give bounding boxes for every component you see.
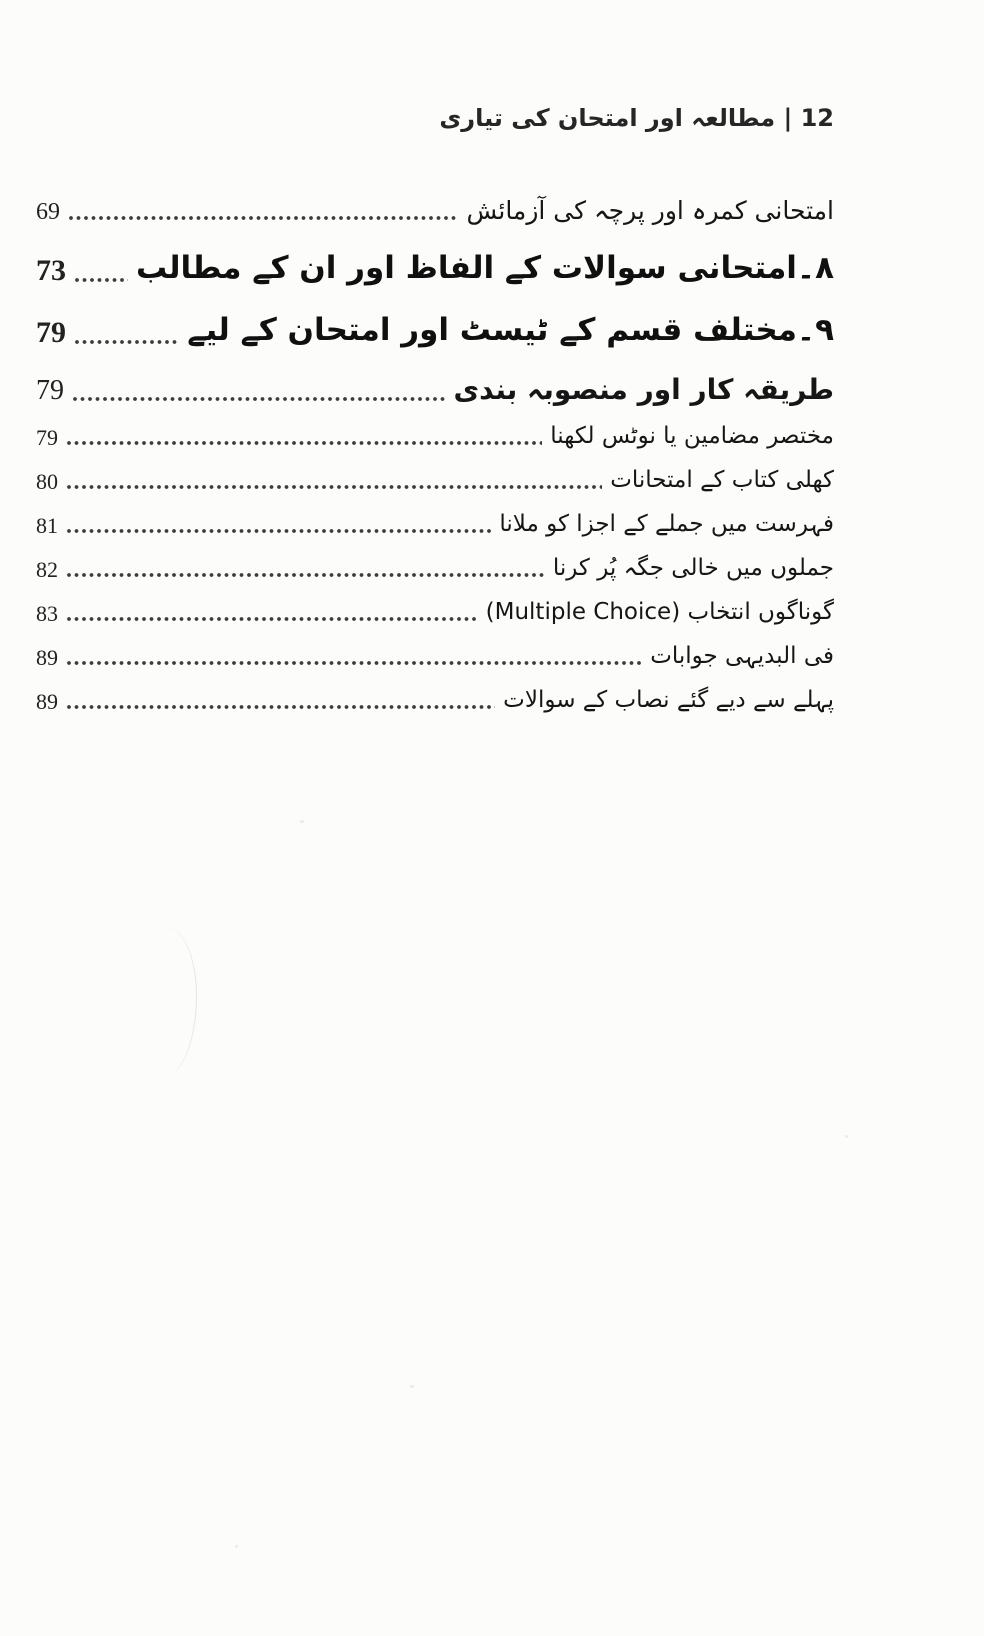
dotted-leader (68, 213, 458, 222)
scan-speck (300, 820, 304, 823)
dotted-leader (66, 482, 602, 491)
toc-entry-title: فہرست میں جملے کے اجزا کو ملانا (499, 511, 834, 538)
toc-page-number: 82 (36, 557, 58, 582)
dotted-leader (66, 702, 495, 711)
dotted-leader (66, 614, 478, 623)
toc-entry-title: ۸۔امتحانی سوالات کے الفاظ اور ان کے مطالب (136, 250, 834, 287)
dotted-leader (74, 337, 179, 346)
toc-entry (36, 168, 834, 226)
toc-entry-title: مختصر مضامین یا نوٹس لکھنا (550, 423, 834, 450)
toc-page-number: 89 (36, 645, 58, 670)
dotted-leader (66, 526, 491, 535)
toc-page-number: 89 (36, 689, 58, 714)
toc-page-number: 73 (36, 254, 66, 287)
scan-speck (410, 1385, 414, 1388)
toc-entry (36, 451, 834, 495)
dotted-leader (74, 275, 128, 284)
toc-entry-title: پہلے سے دیے گئے نصاب کے سوالات (503, 687, 834, 714)
toc-entry (36, 288, 834, 350)
toc-entry (36, 350, 834, 407)
toc-page-number: 81 (36, 513, 58, 538)
toc-page-number: 79 (36, 375, 64, 406)
toc-entry (36, 671, 834, 715)
toc-entry-title: گوناگوں انتخاب (Multiple Choice) (485, 599, 834, 626)
toc-page-number: 69 (36, 199, 60, 225)
toc-entry-title: کھلی کتاب کے امتحانات (610, 467, 834, 494)
toc-page-number: 79 (36, 425, 58, 450)
toc-entry (36, 407, 834, 451)
table-of-contents (36, 168, 834, 715)
toc-entry (36, 583, 834, 627)
toc-page-number: 80 (36, 469, 58, 494)
toc-entry (36, 495, 834, 539)
scan-speck (235, 1545, 238, 1548)
toc-entry (36, 539, 834, 583)
toc-page-number: 79 (36, 316, 66, 349)
dotted-leader (72, 394, 445, 403)
toc-entry-title: امتحانی کمرہ اور پرچہ کی آزمائش (466, 195, 834, 225)
toc-entry-title: ۹۔مختلف قسم کے ٹیسٹ اور امتحان کے لیے (187, 312, 834, 349)
toc-entry-title: جملوں میں خالی جگہ پُر کرنا (552, 555, 834, 582)
toc-entry (36, 226, 834, 288)
toc-entry-title: فی البدیہی جوابات (650, 643, 834, 670)
dotted-leader (66, 658, 642, 667)
scan-speck (845, 1135, 848, 1138)
toc-entry-title: طریقہ کار اور منصوبہ بندی (453, 373, 834, 406)
page-header: 12 | مطالعہ اور امتحان کی تیاری (439, 104, 834, 132)
scan-crease-artifact (132, 928, 197, 1076)
toc-page-number: 83 (36, 601, 58, 626)
dotted-leader (66, 570, 545, 579)
toc-entry (36, 627, 834, 671)
dotted-leader (66, 438, 542, 447)
